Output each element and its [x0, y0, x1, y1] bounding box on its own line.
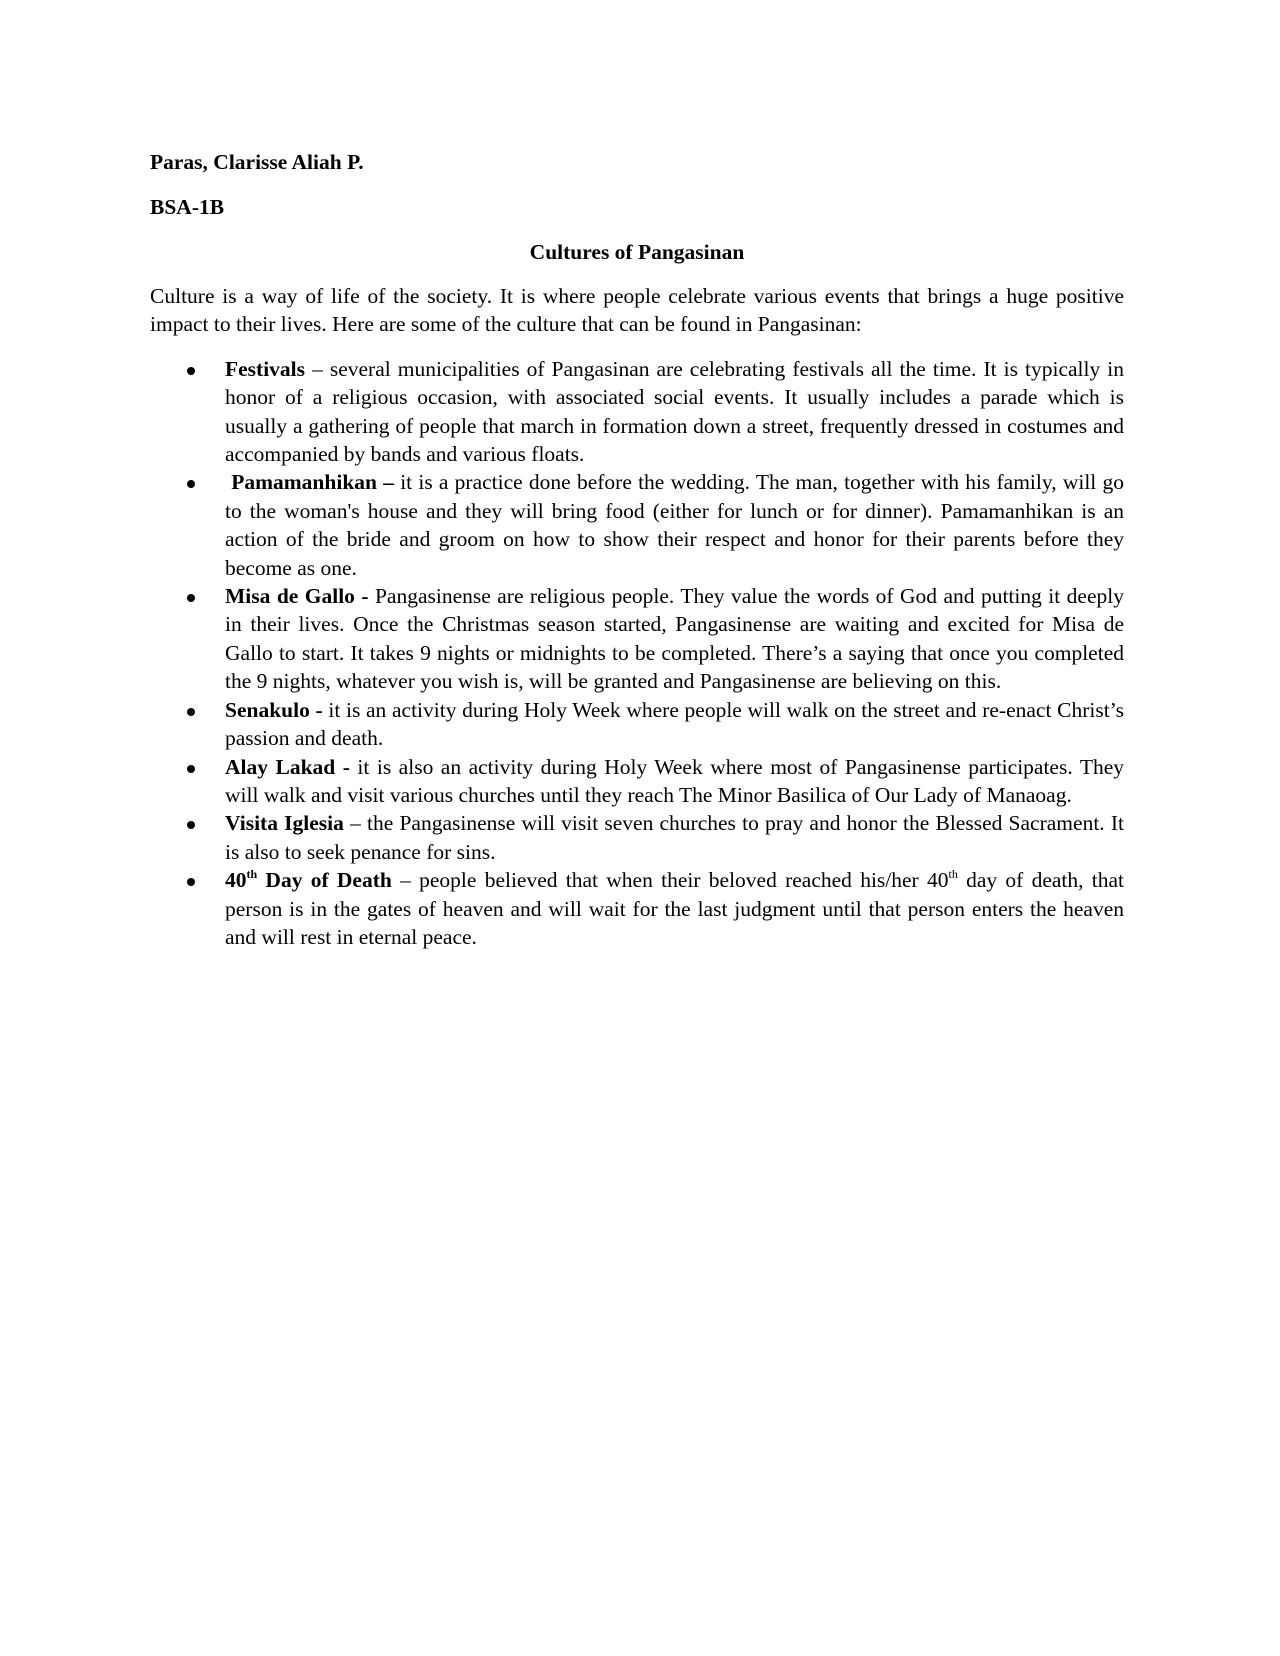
bullet-icon [187, 480, 195, 488]
document-page [150, 148, 1124, 951]
list-item [150, 866, 1124, 951]
term-rest: Day of Death [257, 868, 392, 893]
intro-paragraph: Culture is a way of life of the society. It is where people celebrate various events that brings a huge positive impact to their lives. Here are some of the culture that can be found in Pangasinan: [150, 284, 1124, 337]
item-text: – several municipalities of Pangasinan are celebrating festivals all the time. It is typically in honor of a religious occasion, with associated social events. It usually includes a parade which is usually a gathering of people that march in formation down a street, frequently dressed in costumes and accompanied by bands and various floats. [225, 356, 1124, 467]
bullet-icon [187, 594, 195, 602]
item-text-part-b: day of death, that person is in the gates of heaven and will wait for the last judgment until that person enters the heaven and will rest in eternal peace. [225, 868, 1125, 949]
list-item [150, 582, 1124, 696]
bullet-icon [187, 878, 195, 886]
bullet-icon [187, 367, 195, 375]
document-title: Cultures of Pangasinan [529, 240, 745, 264]
bullet-icon [187, 821, 195, 829]
item-text: – the Pangasinense will visit seven churches to pray and honor the Blessed Sacrament. It is also to seek penance for sins. [225, 811, 1124, 864]
bullet-icon [187, 708, 195, 716]
item-text: it is a practice done before the wedding. The man, together with his family, will go to the woman's house and they will bring food (either for lunch or for dinner). Pamamanhikan is an action of the bride and groom on how to show their respect and honor for their parents before they become as one. [225, 470, 1124, 580]
item-term: Senakulo - [225, 697, 329, 722]
item-term: Misa de Gallo - [225, 584, 375, 609]
list-item [150, 696, 1124, 753]
item-text: Pangasinense are religious people. They value the words of God and putting it deeply in their lives. Once the Christmas season started, Pangasinense are waiting and excited for Misa de Gallo to start. It takes 9 nights or midnights to be completed. There’s a saying that once you completed the 9 nights, whatever you wish is, will be granted and Pangasinense are believing on this. [225, 584, 1124, 694]
class-section: BSA-1B [150, 195, 225, 219]
list-item [150, 809, 1124, 866]
item-text: it is also an activity during Holy Week where most of Pangasinense participates. They will walk and visit various churches until they reach The Minor Basilica of Our Lady of Manaoag. [225, 754, 1124, 807]
item-term [225, 868, 392, 892]
item-term: Festivals [225, 356, 306, 381]
list-item [150, 468, 1124, 582]
item-text: it is an activity during Holy Week where people will walk on the street and re-enact Christ’s passion and death. [225, 697, 1125, 751]
item-text-superscript: th [948, 867, 958, 882]
item-term: Alay Lakad - [225, 754, 358, 779]
term-number: 40 [225, 868, 247, 893]
culture-list [150, 355, 1124, 952]
author-name: Paras, Clarisse Aliah P. [150, 150, 364, 174]
list-item [150, 753, 1124, 810]
item-term: Pamamanhikan – [225, 470, 394, 495]
bullet-icon [187, 765, 195, 773]
term-superscript: th [246, 867, 258, 882]
list-item [150, 355, 1124, 469]
item-text-part-a: – people believed that when their beloved reached his/her 40 [391, 868, 949, 893]
item-term: Visita Iglesia [225, 811, 344, 836]
